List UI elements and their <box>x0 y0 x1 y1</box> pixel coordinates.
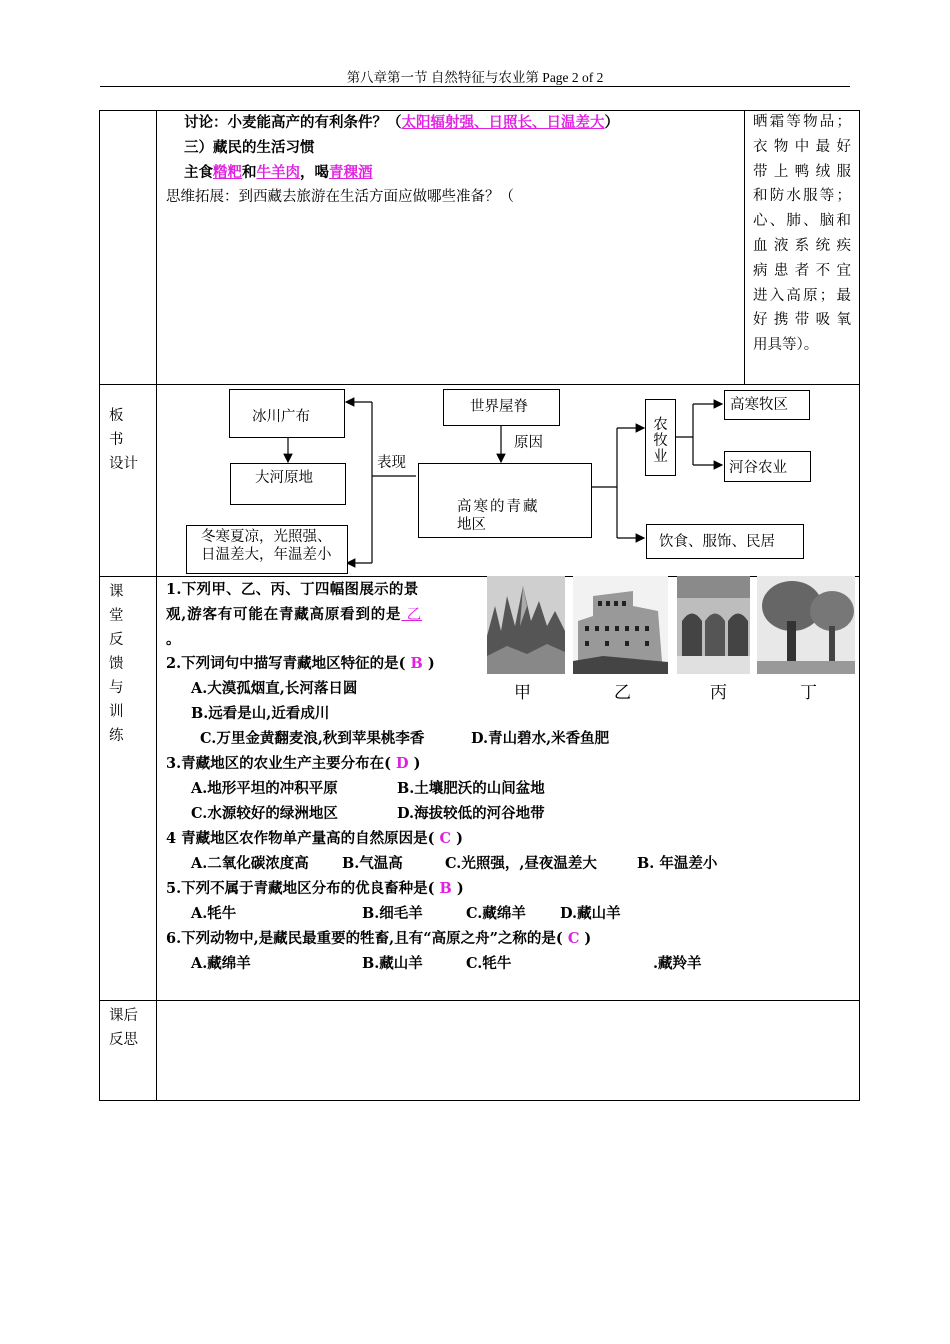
q2-option-b: B.远看是山,近看成川 <box>191 705 330 722</box>
label-line: 板 书 <box>109 408 132 448</box>
label-column-divider <box>156 110 157 1101</box>
node-pasture-text: 高寒牧区 <box>730 397 788 413</box>
q2-answer: B <box>405 655 428 672</box>
q2-option-a: A.大漠孤烟直,长河落日圆 <box>191 680 358 697</box>
node-climate-line: 冬寒夏凉，光照强、 <box>201 529 332 545</box>
note-line: 衣物中最好 <box>753 138 851 155</box>
discussion-prefix: 讨论：小麦能高产的有利条件？（ <box>184 114 402 131</box>
node-valley-text: 河谷农业 <box>729 460 787 476</box>
q6-option-b: B.藏山羊 <box>362 955 423 972</box>
karst-landscape-image <box>487 576 565 674</box>
q4-option-d: B. 年温差小 <box>637 855 718 872</box>
q3-option-a: A.地形平坦的冲积平原 <box>191 780 338 797</box>
q4-stem <box>166 829 463 849</box>
page-header: 第八章第一节 自然特征与农业第 Page 2 of 2 <box>346 70 604 85</box>
q5-option-c: C.藏绵羊 <box>466 905 526 922</box>
q4-option-b: B.气温高 <box>342 855 403 872</box>
food-answer-3: 青稞酒 <box>329 164 373 181</box>
row-divider-1 <box>99 384 860 385</box>
note-line: 心、肺、脑和 <box>753 213 851 230</box>
q6-option-c: C.牦牛 <box>466 955 512 972</box>
node-center-line: 地区 <box>457 517 486 533</box>
q5-stem-text: 5.下列不属于青藏地区分布的优良畜种是( <box>166 880 435 897</box>
q4-end: ) <box>456 830 464 847</box>
note-line: 病患者不宜 <box>753 262 851 279</box>
q3-option-b: B.土壤肥沃的山间盆地 <box>397 780 545 797</box>
node-roof-text: 世界屋脊 <box>470 399 528 415</box>
node-climate <box>186 525 348 574</box>
q1-answer: 乙 <box>401 607 423 623</box>
q4-option-a: A.二氧化碳浓度高 <box>191 855 309 872</box>
photo-ding <box>757 576 855 674</box>
q5-stem <box>166 879 464 899</box>
node-glacier <box>229 389 345 438</box>
extension-question: 思维拓展：到西藏去旅游在生活方面应做哪些准备？（ <box>166 189 514 205</box>
q5-option-a: A.牦牛 <box>191 905 237 922</box>
q5-end: ) <box>456 880 464 897</box>
q4-answer: C <box>434 830 457 847</box>
reflection-label <box>109 1004 149 1052</box>
habits-title: 三）藏民的生活习惯 <box>184 139 315 156</box>
q2-end: ) <box>427 655 435 672</box>
q1-line2 <box>166 605 422 625</box>
caption-bing: 丙 <box>710 683 727 703</box>
node-agri <box>645 399 676 476</box>
q3-option-c: C.水源较好的绿洲地区 <box>191 805 338 822</box>
node-agri-char: 业 <box>653 449 668 465</box>
note-line: 用具等）。 <box>753 337 819 354</box>
caption-yi: 乙 <box>614 683 631 703</box>
food-prefix: 主食 <box>184 164 213 181</box>
label-line: 与 训 <box>109 680 132 720</box>
q6-stem-text: 6.下列动物中,是藏民最重要的牲畜,且有“高原之舟”之称的是( <box>166 930 563 947</box>
label-line: 反思 <box>109 1032 138 1048</box>
board-label <box>109 404 153 476</box>
node-agri-char: 牧 <box>653 433 668 449</box>
note-line: 带上鸭绒服 <box>753 163 851 180</box>
q6-answer: C <box>562 930 585 947</box>
photo-yi <box>573 576 668 674</box>
food-drink: ，喝 <box>300 164 329 181</box>
practice-label <box>109 580 153 748</box>
node-climate-line: 日温差大，年温差小 <box>201 547 332 563</box>
note-line: 好携带吸氧 <box>753 312 851 329</box>
node-river-text: 大河原地 <box>255 470 313 486</box>
q2-option-c: C.万里金黄翻麦浪,秋到苹果桃李香 <box>200 730 425 747</box>
q2-stem <box>166 654 435 674</box>
q4-stem-text: 4 青藏地区农作物单产量高的自然原因是( <box>166 830 435 847</box>
q5-option-b: B.细毛羊 <box>362 905 423 922</box>
q3-end: ) <box>413 755 421 772</box>
discussion-answer: 太阳辐射强、日照长、日温差大 <box>401 114 605 131</box>
q1-stem: 观,游客有可能在青藏高原看到的是 <box>166 606 402 623</box>
cave-dwelling-image <box>677 576 750 674</box>
q6-end: ) <box>584 930 592 947</box>
q1-line3: 。 <box>166 631 181 648</box>
discussion-suffix: ） <box>604 114 619 131</box>
node-center <box>418 463 592 538</box>
node-glacier-text: 冰川广布 <box>252 409 310 425</box>
label-cause: 原因 <box>514 435 543 451</box>
travel-preparation-note <box>753 110 851 358</box>
caption-ding: 丁 <box>800 683 817 703</box>
food-answer-2: 牛羊肉 <box>256 164 300 181</box>
caption-jia: 甲 <box>514 683 531 703</box>
tree-landscape-image <box>757 576 855 674</box>
header-rule <box>100 86 850 87</box>
q5-answer: B <box>434 880 457 897</box>
q3-stem-text: 3.青藏地区的农业生产主要分布在( <box>166 755 391 772</box>
label-line: 反 馈 <box>109 632 132 672</box>
note-line: 进入高原；最 <box>753 287 851 304</box>
label-line: 设计 <box>109 456 138 472</box>
label-line: 课后 <box>109 1008 138 1024</box>
q4-option-c: C.光照强，,昼夜温差大 <box>445 855 597 872</box>
label-shows: 表现 <box>377 455 406 471</box>
node-pasture <box>724 390 810 420</box>
node-life-text: 饮食、服饰、民居 <box>659 534 775 550</box>
discussion-question <box>184 113 619 133</box>
photo-bing <box>677 576 750 674</box>
note-line: 血液系统疾 <box>753 237 851 254</box>
note-line: 晒霜等物品； <box>753 114 851 130</box>
q2-option-d: D.青山碧水,米香鱼肥 <box>471 730 610 747</box>
q5-option-d: D.藏山羊 <box>560 905 621 922</box>
q6-stem <box>166 929 591 949</box>
food-line <box>184 163 373 183</box>
q3-stem <box>166 754 421 774</box>
note-line: 和防水服等； <box>753 188 851 205</box>
q6-option-a: A.藏绵羊 <box>191 955 251 972</box>
node-agri-char: 农 <box>653 417 668 433</box>
label-line: 练 <box>109 728 132 744</box>
node-roof <box>443 389 560 426</box>
photo-jia <box>487 576 565 674</box>
node-life <box>646 524 804 559</box>
q2-stem-text: 2.下列词句中描写青藏地区特征的是( <box>166 655 406 672</box>
q3-option-d: D.海拔较低的河谷地带 <box>397 805 545 822</box>
q1-line1: 1.下列甲、乙、丙、丁四幅图展示的景 <box>166 581 419 598</box>
potala-palace-image <box>573 576 668 674</box>
q3-answer: D <box>391 755 414 772</box>
row-divider-3 <box>99 1000 860 1001</box>
label-line: 课 堂 <box>109 584 132 624</box>
node-valley <box>724 451 811 482</box>
food-answer-1: 糌粑 <box>213 164 242 181</box>
q6-option-d: .藏羚羊 <box>653 955 702 972</box>
node-center-line: 高寒的青藏 <box>457 499 540 515</box>
food-and: 和 <box>242 164 257 181</box>
note-column-divider <box>744 110 745 384</box>
node-river <box>230 463 346 505</box>
